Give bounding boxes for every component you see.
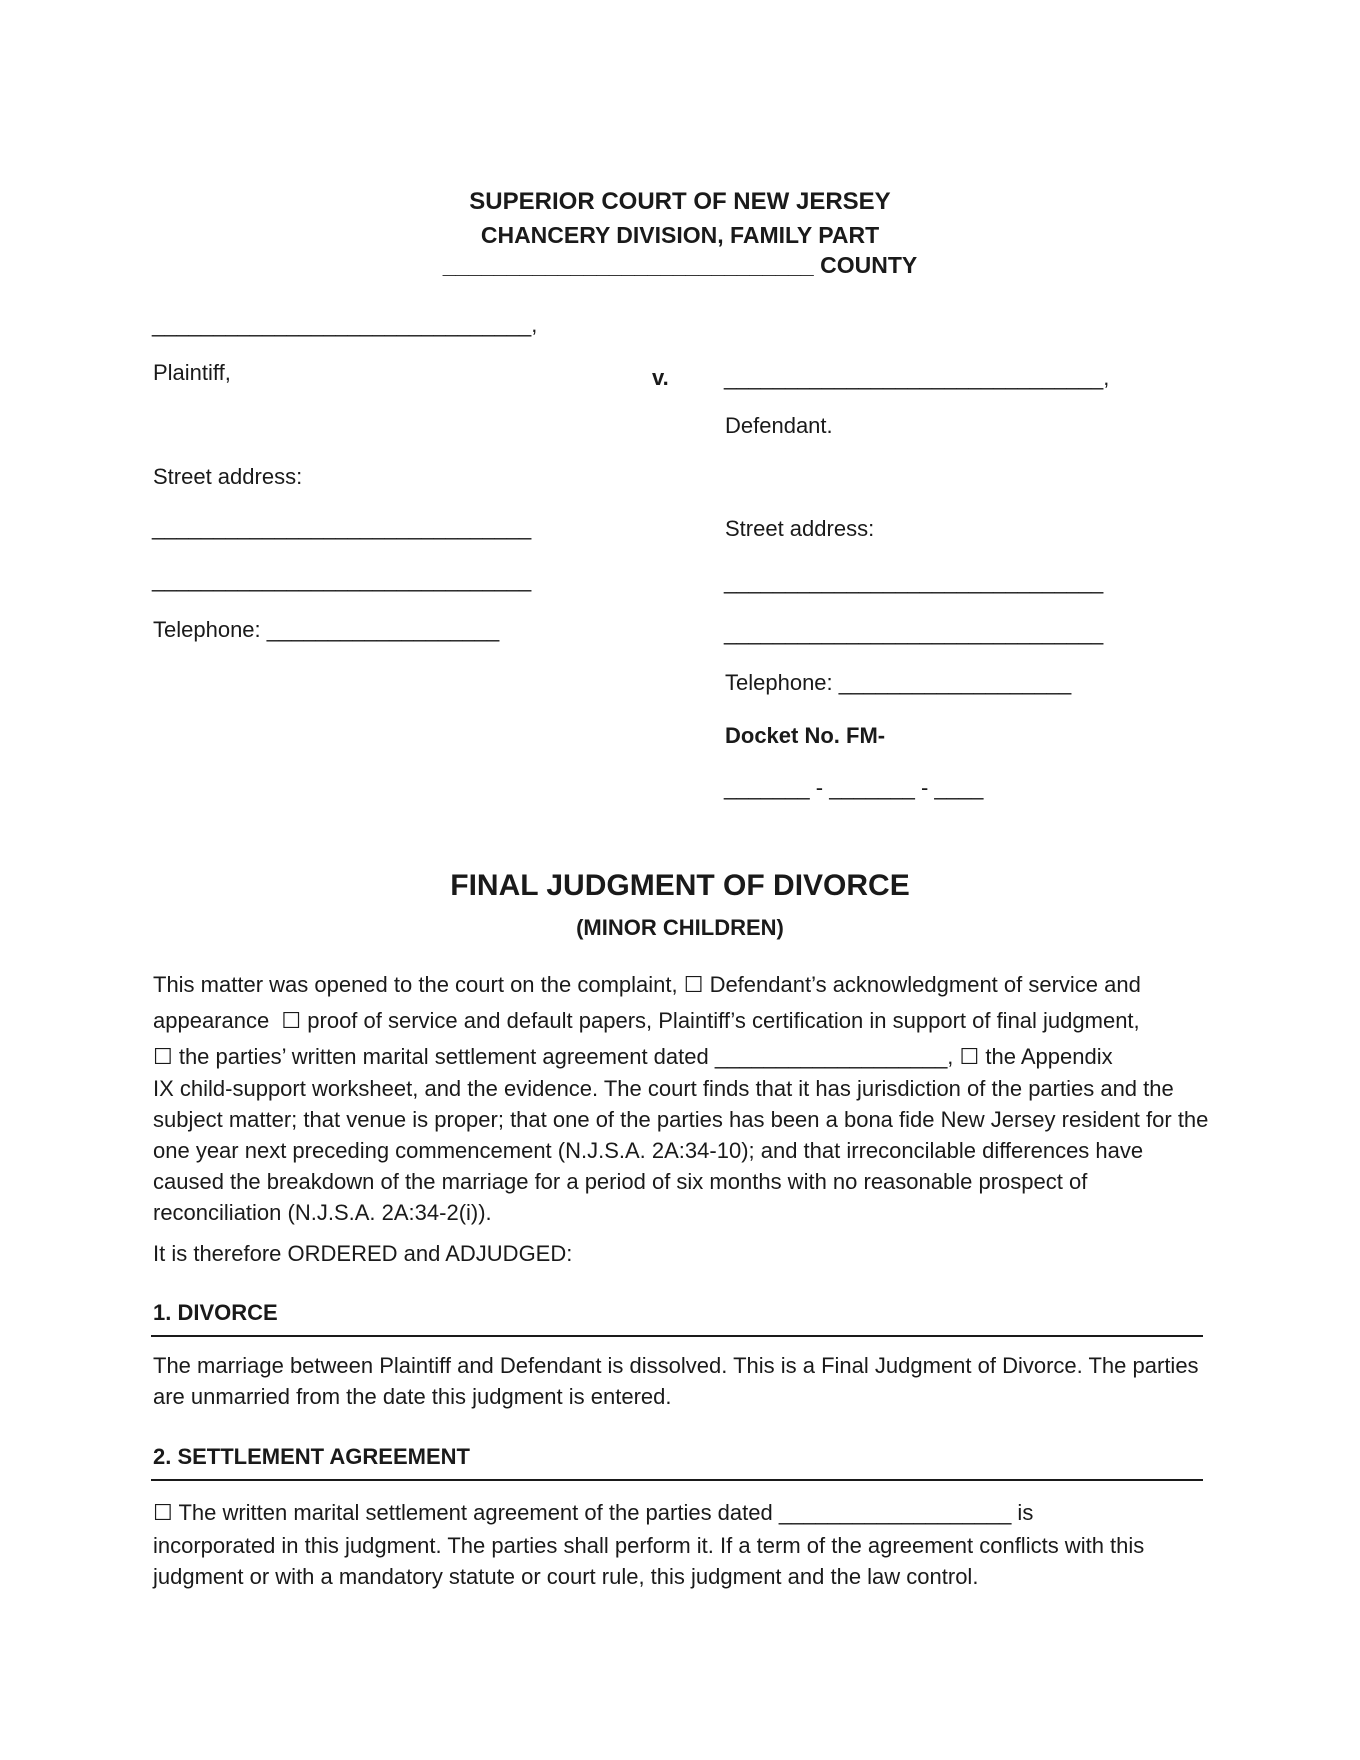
plaintiff-name-field[interactable]: _______________________________,	[152, 312, 538, 337]
court-name: SUPERIOR COURT OF NEW JERSEY	[469, 188, 891, 215]
plaintiff-telephone-field[interactable]: Telephone: ___________________	[153, 617, 500, 642]
defendant-street-label: Street address:	[725, 516, 875, 541]
county-field[interactable]: _____________________________ COUNTY	[442, 252, 918, 278]
section-heading-divorce: 1. DIVORCE	[153, 1300, 278, 1325]
document-title: FINAL JUDGMENT OF DIVORCE	[450, 869, 910, 902]
intro-findings: IX child-support worksheet, and the evidence. The court finds that it has jurisdiction of the parties and the subject matter; that venue is proper; that one of the parties has been a bona fide New Jersey resident for the one year next preceding commencement (N.J.S.A. 2A:34-10); and that irreconcilable differences have caused the breakdown of the marriage for a period of six months with no reasonable prospect of reconciliation (N.J.S.A. 2A:34-2(i)).	[153, 1076, 1209, 1225]
plaintiff-address-field-2[interactable]: _______________________________	[152, 567, 532, 592]
section-body-divorce: The marriage between Plaintiff and Defendant is dissolved. This is a Final Judgment of Divorce. The parties are unmarried from the date this judgment is entered.	[153, 1353, 1199, 1409]
document-subtitle: (MINOR CHILDREN)	[576, 915, 784, 940]
intro-line-1: This matter was opened to the court on the complaint, ☐ Defendant’s acknowledgment of service and	[153, 972, 1141, 997]
court-division: CHANCERY DIVISION, FAMILY PART	[480, 222, 880, 248]
plaintiff-address-field-1[interactable]: _______________________________	[152, 515, 532, 540]
plaintiff-label: Plaintiff,	[153, 360, 231, 385]
defendant-label: Defendant.	[725, 413, 833, 438]
defendant-name-field[interactable]: _______________________________,	[724, 365, 1110, 390]
intro-line-2: appearance ☐ proof of service and default papers, Plaintiff’s certification in support of final judgment,	[153, 1008, 1140, 1033]
defendant-telephone-field[interactable]: Telephone: ___________________	[725, 670, 1072, 695]
section-divider	[151, 1479, 1203, 1481]
intro-line-3: ☐ the parties’ written marital settlement agreement dated ___________________, ☐ the Appendix	[153, 1044, 1113, 1069]
defendant-address-field-1[interactable]: _______________________________	[724, 569, 1104, 594]
versus-label: v.	[652, 365, 669, 390]
plaintiff-street-label: Street address:	[153, 464, 303, 489]
defendant-address-field-2[interactable]: _______________________________	[724, 620, 1104, 645]
section-body-settlement: incorporated in this judgment. The parties shall perform it. If a term of the agreement conflicts with this judgment or with a mandatory statute or court rule, this judgment and the law control.	[153, 1533, 1145, 1589]
ordered-statement: It is therefore ORDERED and ADJUDGED:	[153, 1241, 573, 1266]
settlement-line-1: ☐ The written marital settlement agreement of the parties dated ___________________ is	[153, 1500, 1034, 1525]
docket-number-field[interactable]: _______ - _______ - ____	[724, 775, 984, 800]
docket-label: Docket No. FM-	[725, 723, 886, 748]
section-heading-settlement: 2. SETTLEMENT AGREEMENT	[153, 1444, 470, 1469]
section-divider	[151, 1335, 1203, 1337]
